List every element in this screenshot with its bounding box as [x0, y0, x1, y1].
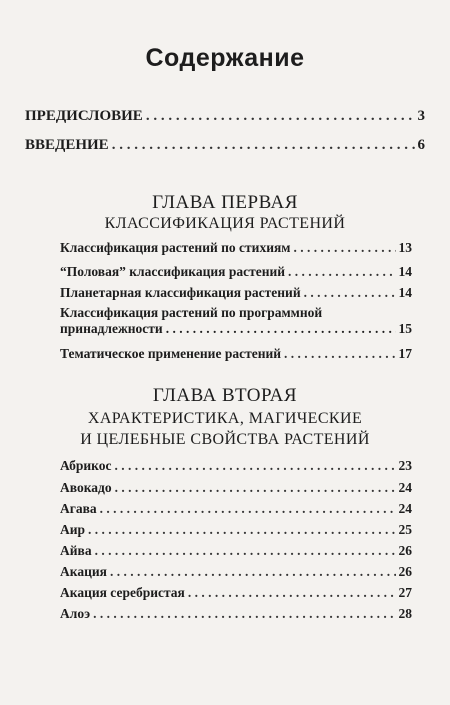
page-title: [0, 44, 450, 73]
chapter-1-heading: ГЛАВА ПЕРВАЯ: [152, 192, 298, 213]
toc-entry-label: Акация: [60, 564, 107, 579]
toc-entry[interactable]: [60, 585, 412, 601]
toc-entry[interactable]: [60, 346, 412, 362]
toc-entry-label: Аир: [60, 522, 86, 537]
toc-entry-multiline[interactable]: [60, 305, 412, 337]
toc-entry-label: “Половая” классификация растений: [60, 264, 286, 279]
toc-page-number: 14: [398, 285, 412, 300]
toc-entry-label: Классификация растений по стихиям: [60, 240, 291, 255]
toc-page-number: 24: [398, 501, 412, 516]
toc-entry-label: Абрикос: [60, 458, 112, 473]
toc-leader-dots: [112, 137, 415, 154]
toc-page-number: 13: [398, 240, 412, 255]
toc-leader-dots: [146, 108, 415, 125]
toc-leader-dots: [188, 585, 396, 601]
toc-entry-preface[interactable]: [25, 108, 425, 125]
toc-entry-label-line1: Классификация растений по программной: [60, 305, 323, 320]
toc-entry[interactable]: [60, 285, 412, 301]
toc-entry-label: Авокадо: [60, 480, 112, 495]
toc-leader-dots: [293, 240, 395, 256]
toc-page-number: 24: [398, 480, 412, 495]
page-title-text: Содержание: [145, 44, 305, 72]
toc-page-number: 26: [398, 543, 412, 558]
toc-page-number: 14: [398, 264, 412, 279]
toc-page-number: 27: [398, 585, 412, 600]
toc-entry-label: Алоэ: [60, 606, 91, 621]
toc-entry[interactable]: [60, 264, 412, 280]
toc-page-number: 15: [398, 321, 412, 336]
toc-entry-label-line2: принадлежности: [60, 321, 163, 336]
toc-entry[interactable]: [60, 606, 412, 622]
toc-leader-dots: [93, 606, 395, 622]
toc-entry-label: Планетарная классификация растений: [60, 285, 301, 300]
toc-entry-introduction[interactable]: [25, 137, 425, 154]
toc-leader-dots: [115, 480, 396, 496]
toc-leader-dots: [95, 543, 396, 559]
toc-entry-label: Тематическое применение растений: [60, 346, 282, 361]
toc-leader-dots: [114, 458, 395, 474]
toc-entry[interactable]: [60, 522, 412, 538]
toc-page-number: 6: [417, 137, 425, 153]
toc-page-number: 25: [398, 522, 412, 537]
toc-leader-dots: [100, 501, 396, 517]
toc-page-number: 23: [398, 458, 412, 473]
toc-entry[interactable]: [60, 564, 412, 580]
toc-leader-dots: [110, 564, 396, 580]
toc-entry-label: Акация серебристая: [60, 585, 185, 600]
chapter-2-heading: ГЛАВА ВТОРАЯ: [152, 385, 298, 406]
toc-entry-label: Айва: [60, 543, 92, 558]
toc-page-number: 26: [398, 564, 412, 579]
toc-leader-dots: [166, 321, 396, 337]
toc-entry[interactable]: [60, 480, 412, 496]
toc-entry[interactable]: [60, 458, 412, 474]
toc-entry-label: ПРЕДИСЛОВИЕ: [25, 108, 143, 124]
chapter-2-subtitle-line2: И ЦЕЛЕБНЫЕ СВОЙСТВА РАСТЕНИЙ: [80, 431, 370, 448]
chapter-2-subtitle-line1: ХАРАКТЕРИСТИКА, МАГИЧЕСКИЕ: [87, 410, 363, 427]
chapter-1-subtitle: КЛАССИФИКАЦИЯ РАСТЕНИЙ: [104, 215, 346, 232]
toc-page-number: 17: [398, 346, 412, 361]
toc-entry[interactable]: [60, 543, 412, 559]
toc-leader-dots: [284, 346, 395, 362]
toc-page-number: 28: [398, 606, 412, 621]
toc-leader-dots: [288, 264, 395, 280]
toc-entry-label: ВВЕДЕНИЕ: [25, 137, 109, 153]
toc-leader-dots: [304, 285, 396, 301]
toc-entry[interactable]: [60, 501, 412, 517]
toc-page-number: 3: [417, 108, 425, 124]
toc-entry-label: Агава: [60, 501, 97, 516]
toc-entry[interactable]: [60, 240, 412, 256]
toc-leader-dots: [88, 522, 395, 538]
